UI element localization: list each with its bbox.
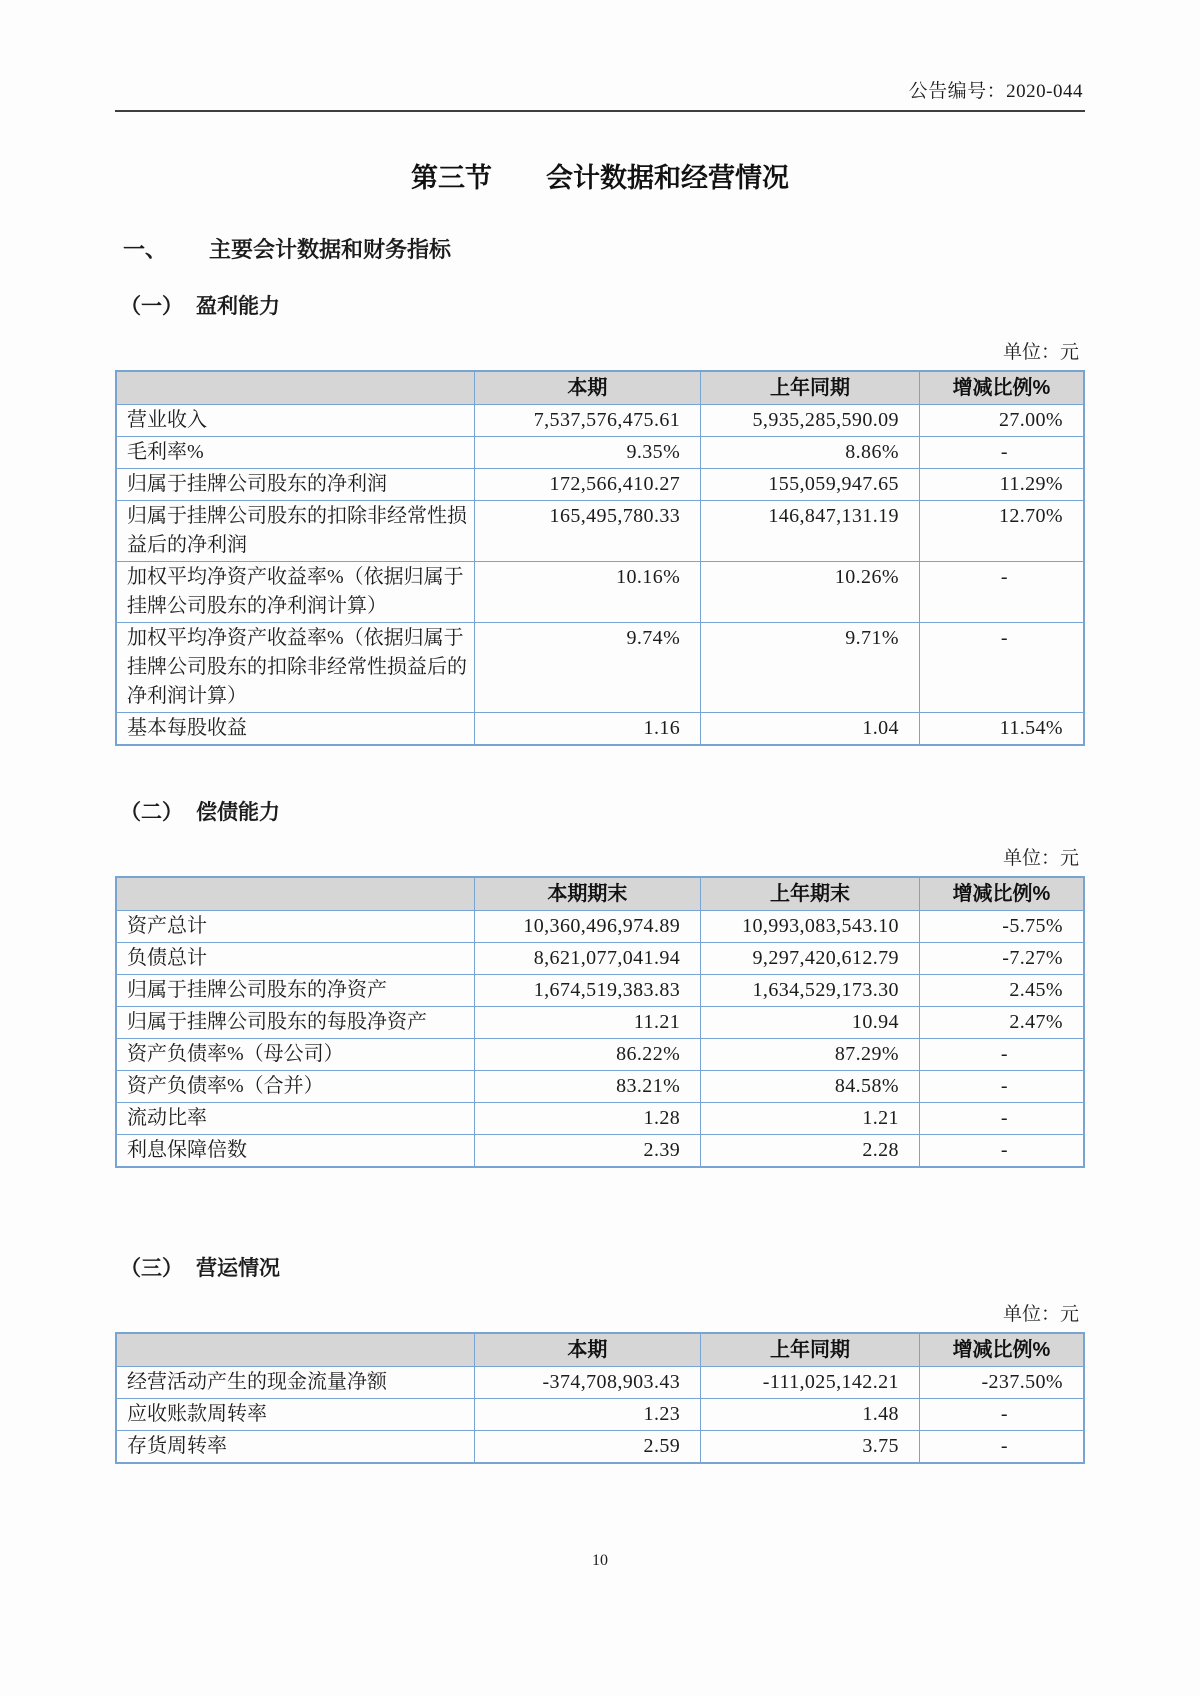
- column-header: 上年同期: [701, 371, 920, 405]
- cell-value: 7,537,576,475.61: [474, 405, 701, 437]
- cell-value: 1.21: [701, 1103, 920, 1135]
- cell-value: -: [919, 1103, 1084, 1135]
- column-header: 本期: [474, 371, 701, 405]
- subsection-number: （二）: [120, 801, 183, 824]
- table-header-row: [116, 1333, 1084, 1367]
- column-header: 本期期末: [474, 877, 701, 911]
- subsection-heading-solvency: [115, 796, 1085, 826]
- cell-value: 83.21%: [474, 1071, 701, 1103]
- column-header: 增减比例%: [919, 371, 1084, 405]
- cell-value: 9.71%: [701, 623, 920, 713]
- cell-value: 10.16%: [474, 562, 701, 623]
- cell-value: 27.00%: [919, 405, 1084, 437]
- subsection-label: 营运情况: [196, 1257, 280, 1280]
- row-label: 营业收入: [116, 405, 474, 437]
- table-row: [116, 1431, 1084, 1464]
- cell-value: 5,935,285,590.09: [701, 405, 920, 437]
- cell-value: -: [919, 562, 1084, 623]
- cell-value: 1.16: [474, 713, 701, 746]
- table-row: [116, 469, 1084, 501]
- table-row: [116, 713, 1084, 746]
- cell-value: 2.28: [701, 1135, 920, 1168]
- cell-value: 1.23: [474, 1399, 701, 1431]
- cell-value: 1,634,529,173.30: [701, 975, 920, 1007]
- table-header-row: [116, 371, 1084, 405]
- cell-value: 11.21: [474, 1007, 701, 1039]
- cell-value: 11.54%: [919, 713, 1084, 746]
- cell-value: 1.48: [701, 1399, 920, 1431]
- row-label: 归属于挂牌公司股东的扣除非经常性损益后的净利润: [116, 501, 474, 562]
- section-number: 一、: [123, 237, 168, 262]
- cell-value: 146,847,131.19: [701, 501, 920, 562]
- row-label: 流动比率: [116, 1103, 474, 1135]
- row-label: 负债总计: [116, 943, 474, 975]
- section-heading-main: [115, 233, 1085, 264]
- row-label: 归属于挂牌公司股东的净资产: [116, 975, 474, 1007]
- cell-value: 9,297,420,612.79: [701, 943, 920, 975]
- cell-value: 1.04: [701, 713, 920, 746]
- row-label: 加权平均净资产收益率%（依据归属于挂牌公司股东的净利润计算）: [116, 562, 474, 623]
- row-label: 毛利率%: [116, 437, 474, 469]
- row-label: 应收账款周转率: [116, 1399, 474, 1431]
- cell-value: -237.50%: [919, 1367, 1084, 1399]
- table-row: [116, 1135, 1084, 1168]
- cell-value: 12.70%: [919, 501, 1084, 562]
- operations-table: [115, 1332, 1085, 1464]
- cell-value: 1.28: [474, 1103, 701, 1135]
- column-header: [116, 1333, 474, 1367]
- table-row: [116, 623, 1084, 713]
- cell-value: 155,059,947.65: [701, 469, 920, 501]
- cell-value: 9.74%: [474, 623, 701, 713]
- table-row: [116, 943, 1084, 975]
- cell-value: -: [919, 1039, 1084, 1071]
- cell-value: -: [919, 1431, 1084, 1464]
- table-row: [116, 405, 1084, 437]
- row-label: 资产总计: [116, 911, 474, 943]
- row-label: 加权平均净资产收益率%（依据归属于挂牌公司股东的扣除非经常性损益后的净利润计算）: [116, 623, 474, 713]
- cell-value: -: [919, 437, 1084, 469]
- cell-value: 1,674,519,383.83: [474, 975, 701, 1007]
- row-label: 经营活动产生的现金流量净额: [116, 1367, 474, 1399]
- profitability-table: [115, 370, 1085, 746]
- cell-value: 2.47%: [919, 1007, 1084, 1039]
- table-row: [116, 1039, 1084, 1071]
- cell-value: 2.45%: [919, 975, 1084, 1007]
- row-label: 资产负债率%（合并）: [116, 1071, 474, 1103]
- cell-value: 165,495,780.33: [474, 501, 701, 562]
- cell-value: 84.58%: [701, 1071, 920, 1103]
- subsection-heading-profitability: [115, 290, 1085, 320]
- section-label: 主要会计数据和财务指标: [209, 237, 452, 262]
- row-label: 利息保障倍数: [116, 1135, 474, 1168]
- cell-value: -374,708,903.43: [474, 1367, 701, 1399]
- announcement-number: 公告编号：2020-044: [908, 81, 1083, 102]
- cell-value: 10.94: [701, 1007, 920, 1039]
- cell-value: 2.59: [474, 1431, 701, 1464]
- column-header: 上年同期: [701, 1333, 920, 1367]
- subsection-label: 偿债能力: [196, 801, 280, 824]
- solvency-table: [115, 876, 1085, 1168]
- page-title: 第三节 会计数据和经营情况: [411, 163, 789, 193]
- cell-value: -5.75%: [919, 911, 1084, 943]
- table-row: [116, 911, 1084, 943]
- cell-value: 10.26%: [701, 562, 920, 623]
- table-row: [116, 1367, 1084, 1399]
- column-header: [116, 371, 474, 405]
- row-label: 存货周转率: [116, 1431, 474, 1464]
- cell-value: -: [919, 1071, 1084, 1103]
- cell-value: 2.39: [474, 1135, 701, 1168]
- column-header: 上年期末: [701, 877, 920, 911]
- row-label: 资产负债率%（母公司）: [116, 1039, 474, 1071]
- cell-value: 10,993,083,543.10: [701, 911, 920, 943]
- table-row: [116, 975, 1084, 1007]
- cell-value: -111,025,142.21: [701, 1367, 920, 1399]
- cell-value: 172,566,410.27: [474, 469, 701, 501]
- subsection-number: （一）: [120, 295, 183, 318]
- cell-value: -: [919, 623, 1084, 713]
- cell-value: -: [919, 1135, 1084, 1168]
- row-label: 基本每股收益: [116, 713, 474, 746]
- cell-value: 3.75: [701, 1431, 920, 1464]
- cell-value: 10,360,496,974.89: [474, 911, 701, 943]
- subsection-heading-operations: [115, 1252, 1085, 1282]
- row-label: 归属于挂牌公司股东的净利润: [116, 469, 474, 501]
- cell-value: 9.35%: [474, 437, 701, 469]
- cell-value: -7.27%: [919, 943, 1084, 975]
- column-header: 增减比例%: [919, 877, 1084, 911]
- cell-value: 11.29%: [919, 469, 1084, 501]
- table-row: [116, 1399, 1084, 1431]
- table-header-row: [116, 877, 1084, 911]
- cell-value: 87.29%: [701, 1039, 920, 1071]
- unit-note: 单位：元: [1002, 342, 1079, 363]
- cell-value: 8.86%: [701, 437, 920, 469]
- table-row: [116, 562, 1084, 623]
- cell-value: -: [919, 1399, 1084, 1431]
- table-row: [116, 1007, 1084, 1039]
- column-header: 增减比例%: [919, 1333, 1084, 1367]
- unit-note: 单位：元: [1002, 848, 1079, 869]
- column-header: [116, 877, 474, 911]
- page-number: 10: [592, 1552, 608, 1569]
- table-row: [116, 437, 1084, 469]
- subsection-number: （三）: [120, 1257, 183, 1280]
- header-rule: [115, 110, 1085, 112]
- table-row: [116, 501, 1084, 562]
- table-row: [116, 1103, 1084, 1135]
- column-header: 本期: [474, 1333, 701, 1367]
- unit-note: 单位：元: [1002, 1304, 1079, 1325]
- cell-value: 86.22%: [474, 1039, 701, 1071]
- cell-value: 8,621,077,041.94: [474, 943, 701, 975]
- table-row: [116, 1071, 1084, 1103]
- subsection-label: 盈利能力: [196, 295, 280, 318]
- row-label: 归属于挂牌公司股东的每股净资产: [116, 1007, 474, 1039]
